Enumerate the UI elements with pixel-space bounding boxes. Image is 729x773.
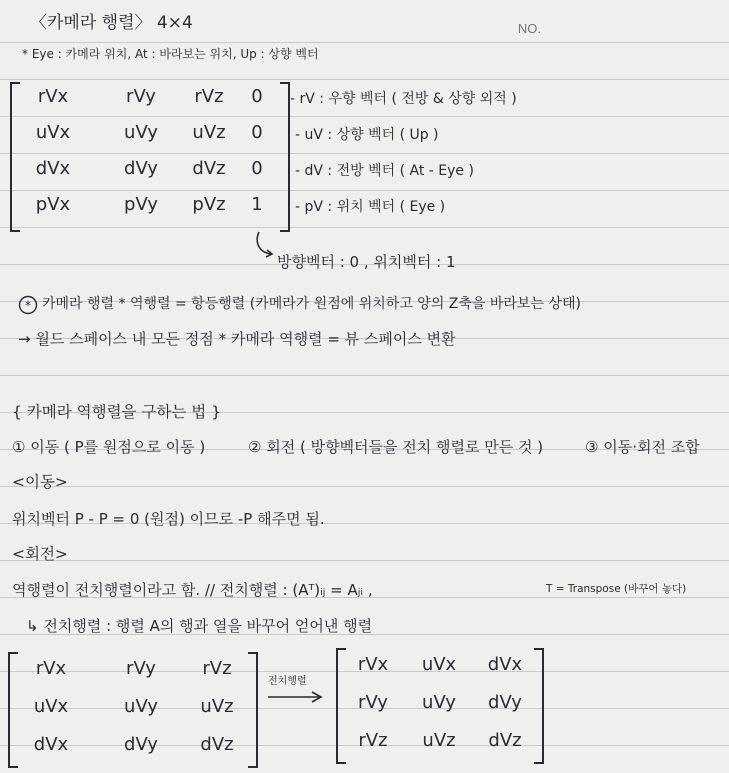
transpose-arrow-label: 전치행렬 bbox=[268, 676, 307, 687]
matrix-cell: uVy bbox=[124, 122, 158, 143]
matrix-cell: rVz bbox=[358, 730, 388, 751]
step-1: ① 이동 ( P를 원점으로 이동 ) bbox=[12, 438, 206, 456]
matrix-cell: uVy bbox=[422, 692, 456, 713]
matrix-cell: dVy bbox=[124, 734, 158, 755]
matrix-cell: 0 bbox=[251, 86, 263, 107]
matrix-cell: pVy bbox=[124, 194, 158, 215]
matrix-cell: rVz bbox=[202, 658, 232, 679]
rotate-heading: <회전> bbox=[12, 545, 68, 563]
matrix-cell: rVx bbox=[357, 654, 389, 675]
matrix-cell: dVx bbox=[487, 654, 523, 675]
move-heading: <이동> bbox=[12, 473, 68, 491]
legend-line: * Eye : 카메라 위치, At : 바라보는 위치, Up : 상향 벡터 bbox=[22, 47, 319, 61]
matrix-note-right: - rV : 우향 벡터 ( 전방 & 상향 외적 ) bbox=[290, 91, 517, 107]
matrix-cell: pVx bbox=[35, 194, 71, 215]
matrix-cell: dVy bbox=[124, 158, 158, 179]
matrix-cell: rVy bbox=[126, 86, 156, 107]
matrix-cell: 0 bbox=[251, 122, 263, 143]
matrix-cell: dVx bbox=[35, 158, 71, 179]
page-number-label: NO. bbox=[517, 21, 541, 36]
camera-matrix-4x4 bbox=[10, 82, 300, 230]
matrix-cell: dVz bbox=[200, 734, 234, 755]
matrix-cell: 1 bbox=[251, 194, 263, 215]
move-text: 위치벡터 P - P = 0 (원점) 이므로 -P 해주면 됨. bbox=[12, 510, 325, 528]
right-arrow-icon bbox=[266, 690, 324, 704]
matrix-cell: uVx bbox=[35, 122, 71, 143]
transposed-matrix-3x3 bbox=[336, 648, 550, 762]
direction-note: 방향벡터 : 0 , 위치벡터 : 1 bbox=[277, 253, 456, 271]
step-3: ③ 이동·회전 조합 bbox=[585, 438, 700, 456]
matrix-cell: uVx bbox=[421, 654, 457, 675]
hook-arrow-icon bbox=[253, 230, 277, 260]
star-line: 카메라 행렬 * 역행렬 = 항등행렬 (카메라가 원점에 위치하고 양의 Z축을 바라보는 상태) bbox=[42, 296, 581, 312]
matrix-cell: rVy bbox=[126, 658, 156, 679]
matrix-note-pos: - pV : 위치 벡터 ( Eye ) bbox=[295, 199, 446, 215]
matrix-cell: dVz bbox=[192, 158, 226, 179]
matrix-cell: uVz bbox=[200, 696, 234, 717]
matrix-cell: 0 bbox=[251, 158, 263, 179]
star-circle-icon bbox=[18, 295, 38, 315]
step-2: ② 회전 ( 방향벡터들을 전치 행렬로 만든 것 ) bbox=[248, 438, 544, 456]
matrix-cell: dVz bbox=[488, 730, 522, 751]
world-line: → 월드 스페이스 내 모든 정점 * 카메라 역행렬 = 뷰 스페이스 변환 bbox=[18, 330, 456, 348]
matrix-cell: uVz bbox=[192, 122, 226, 143]
how-title: { 카메라 역행렬을 구하는 법 } bbox=[12, 403, 222, 421]
matrix-cell: dVy bbox=[488, 692, 522, 713]
matrix-cell: uVx bbox=[33, 696, 69, 717]
matrix-cell: rVy bbox=[358, 692, 388, 713]
page-title: 〈카메라 행렬〉 4×4 bbox=[30, 13, 193, 33]
matrix-cell: dVx bbox=[33, 734, 69, 755]
matrix-cell: uVy bbox=[124, 696, 158, 717]
rotate-text: 역행렬이 전치행렬이라고 함. // 전치행렬 : (Aᵀ)ᵢⱼ = Aⱼᵢ , bbox=[12, 581, 373, 599]
matrix-cell: rVx bbox=[37, 86, 69, 107]
transpose-definition: ↳ 전치행렬 : 행렬 A의 행과 열을 바꾸어 얻어낸 행렬 bbox=[26, 617, 373, 635]
rotation-matrix-3x3 bbox=[8, 652, 264, 766]
matrix-cell: rVx bbox=[35, 658, 67, 679]
svg-text:*: * bbox=[25, 298, 31, 313]
matrix-note-dir: - dV : 전방 벡터 ( At - Eye ) bbox=[295, 163, 474, 179]
matrix-cell: rVz bbox=[194, 86, 224, 107]
matrix-note-up: - uV : 상향 벡터 ( Up ) bbox=[295, 127, 439, 143]
transpose-note: T = Transpose (바꾸어 놓다) bbox=[546, 583, 687, 595]
matrix-cell: pVz bbox=[192, 194, 226, 215]
matrix-cell: uVz bbox=[422, 730, 456, 751]
